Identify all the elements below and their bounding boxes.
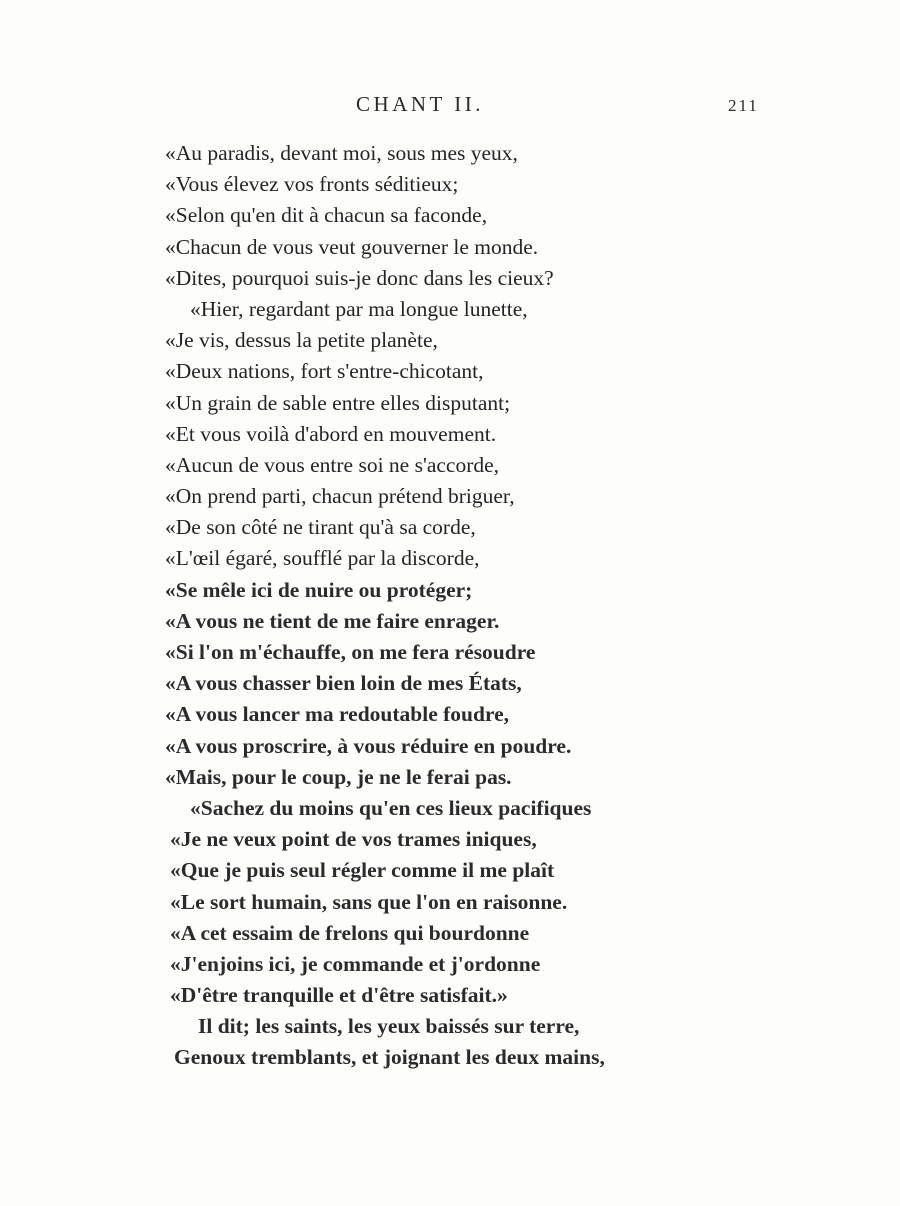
verse-line: «De son côté ne tirant qu'à sa corde, xyxy=(165,515,476,540)
verse-line: «Deux nations, fort s'entre-chicotant, xyxy=(165,359,484,384)
poem-text xyxy=(0,138,900,1074)
verse-line: «A vous chasser bien loin de mes États, xyxy=(165,671,522,696)
page-number: 211 xyxy=(728,96,759,115)
running-head xyxy=(0,92,900,122)
verse-line: «Aucun de vous entre soi ne s'accorde, xyxy=(165,452,500,477)
verse-line: «Un grain de sable entre elles disputant; xyxy=(165,390,511,415)
verse-line: «Si l'on m'échauffe, on me fera résoudre xyxy=(165,640,536,664)
verse-line: Il dit; les saints, les yeux baissés sur terre, xyxy=(198,1014,580,1039)
verse-line: Genoux tremblants, et joignant les deux mains, xyxy=(174,1045,605,1070)
verse-line: «Chacun de vous veut gouverner le monde. xyxy=(165,234,539,259)
verse-line: «Se mêle ici de nuire ou protéger; xyxy=(165,577,473,602)
verse-line: «Vous élevez vos fronts séditieux; xyxy=(165,172,459,197)
verse-line: «A vous lancer ma redoutable foudre, xyxy=(165,702,510,727)
verse-line: «L'œil égaré, soufflé par la discorde, xyxy=(165,546,480,571)
verse-line: «D'être tranquille et d'être satisfait.» xyxy=(170,983,508,1008)
verse-line: «A cet essaim de frelons qui bourdonne xyxy=(170,920,530,945)
verse-line: «Je vis, dessus la petite planète, xyxy=(165,328,438,353)
verse-line: «A vous ne tient de me faire enrager. xyxy=(165,608,500,633)
verse-line: «Je ne veux point de vos trames iniques, xyxy=(170,827,537,852)
verse-line: «On prend parti, chacun prétend briguer, xyxy=(165,484,515,509)
verse-line: «Sachez du moins qu'en ces lieux pacifiques xyxy=(190,795,592,820)
verse-line: «Mais, pour le coup, je ne le ferai pas. xyxy=(165,764,512,789)
verse-line: «A vous proscrire, à vous réduire en poudre. xyxy=(165,733,572,758)
verse-line: «Au paradis, devant moi, sous mes yeux, xyxy=(165,141,518,165)
chapter-title: CHANT II. xyxy=(356,92,484,116)
verse-line: «Et vous voilà d'abord en mouvement. xyxy=(165,421,497,446)
verse-line: «Le sort humain, sans que l'on en raisonne. xyxy=(170,889,568,914)
verse-line: «Hier, regardant par ma longue lunette, xyxy=(190,296,528,321)
verse-line: «Que je puis seul régler comme il me plaît xyxy=(170,858,555,883)
verse-line: «Selon qu'en dit à chacun sa faconde, xyxy=(165,203,488,228)
verse-line: «J'enjoins ici, je commande et j'ordonne xyxy=(170,951,541,976)
verse-line: «Dites, pourquoi suis-je donc dans les cieux? xyxy=(165,265,554,290)
